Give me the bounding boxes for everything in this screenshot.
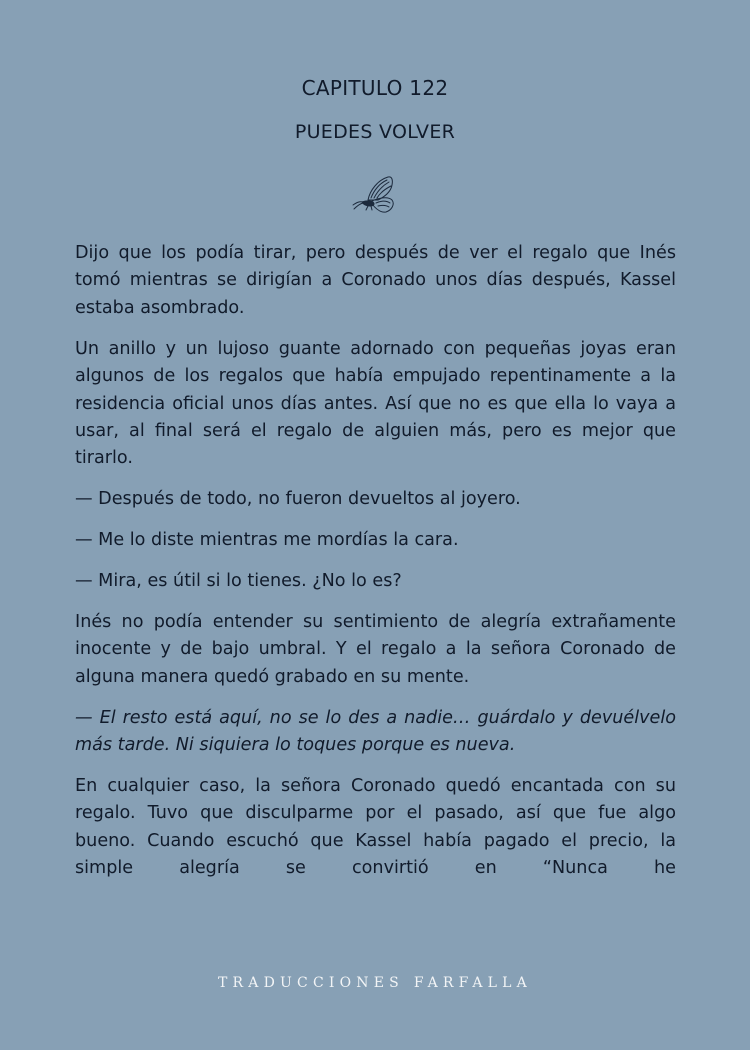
chapter-title: PUEDES VOLVER	[294, 121, 456, 143]
chapter-body	[75, 240, 676, 896]
dialogue-line: — Me lo diste mientras me mordías la cara.	[75, 530, 459, 551]
chapter-number: CAPITULO 122	[301, 76, 449, 100]
paragraph: Inés no podía entender su sentimiento de alegría extrañamente inocente y de bajo umbral. Y el regalo a la señora Coronado de alguna manera quedó grabado en su mente.	[75, 611, 676, 687]
footer-credit-left: TRADUCCIONES	[218, 975, 404, 991]
italic-dialogue-line: — El resto está aquí, no se lo des a nadie… guárdalo y devuélvelo más tarde. Ni siquiera lo toques porque es nueva.	[75, 707, 676, 756]
dialogue-line: — Mira, es útil si lo tienes. ¿No lo es?	[75, 571, 402, 592]
paragraph: En cualquier caso, la señora Coronado quedó encantada con su regalo. Tuvo que disculparme por el pasado, así que fue algo bueno. Cuando escuchó que Kassel había pagado el precio, la simple alegría se convirtió en “Nunca he	[75, 776, 676, 879]
dialogue-line: — Después de todo, no fueron devueltos al joyero.	[75, 489, 521, 510]
butterfly-icon	[348, 174, 396, 216]
paragraph: Un anillo y un lujoso guante adornado con pequeñas joyas eran algunos de los regalos que había empujado repentinamente a la residencia oficial unos días antes. Así que no es que ella lo vaya a usar, al final será el regalo de alguien más, pero es mejor que tirarlo.	[75, 338, 676, 469]
paragraph: Dijo que los podía tirar, pero después de ver el regalo que Inés tomó mientras se dirigían a Coronado unos días después, Kassel estaba asombrado.	[75, 243, 676, 318]
footer-credit	[0, 975, 750, 991]
footer-credit-right: FARFALLA	[413, 975, 532, 991]
